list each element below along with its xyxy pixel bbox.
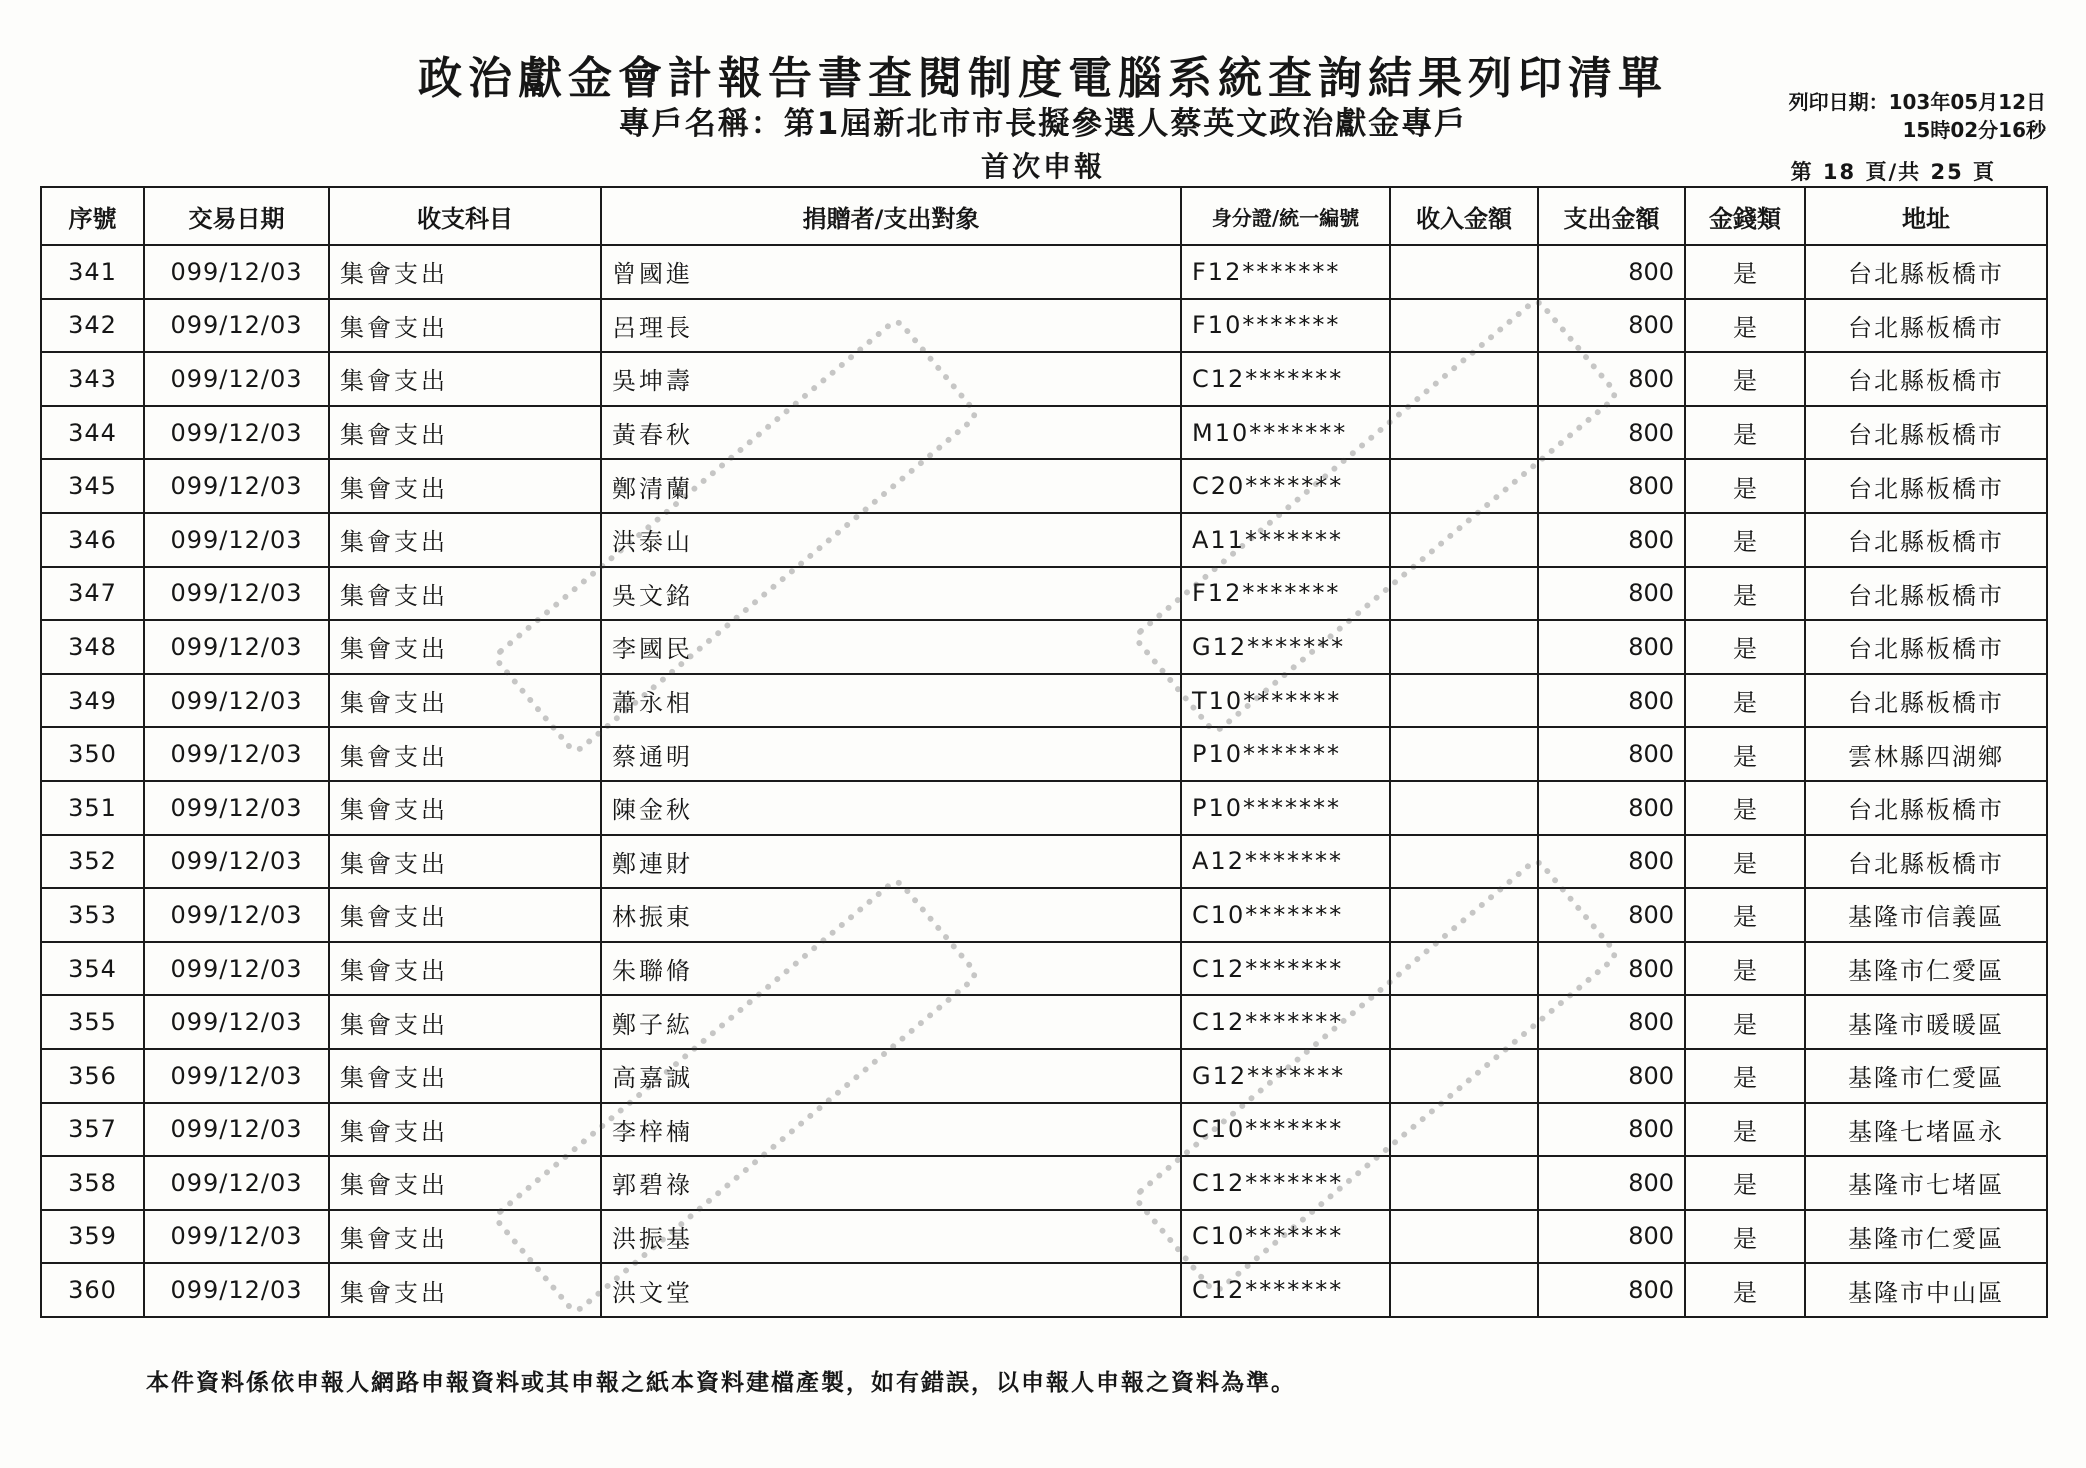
cell-cash: 是 (1685, 1049, 1805, 1103)
cell-cash: 是 (1685, 406, 1805, 460)
cell-cash: 是 (1685, 245, 1805, 299)
cell-name: 吳文銘 (601, 567, 1181, 621)
cell-subject: 集會支出 (329, 888, 601, 942)
cell-address: 基隆市仁愛區 (1805, 942, 2047, 996)
cell-id: F12******* (1181, 567, 1390, 621)
table-row (41, 1210, 2047, 1264)
cell-address: 基隆市中山區 (1805, 1263, 2047, 1317)
col-header-name: 捐贈者/支出對象 (601, 187, 1181, 245)
cell-subject: 集會支出 (329, 942, 601, 996)
page-indicator: 第 18 頁/共 25 頁 (1790, 160, 1996, 184)
cell-income (1390, 299, 1538, 353)
cell-income (1390, 727, 1538, 781)
cell-address: 台北縣板橋市 (1805, 620, 2047, 674)
cell-date: 099/12/03 (144, 1210, 329, 1264)
cell-expense: 800 (1538, 352, 1685, 406)
cell-id: A11******* (1181, 513, 1390, 567)
cell-date: 099/12/03 (144, 567, 329, 621)
cell-id: C12******* (1181, 1156, 1390, 1210)
cell-seq: 358 (41, 1156, 144, 1210)
cell-subject: 集會支出 (329, 567, 601, 621)
col-header-income: 收入金額 (1390, 187, 1538, 245)
cell-income (1390, 1263, 1538, 1317)
cell-income (1390, 245, 1538, 299)
cell-address: 基隆七堵區永 (1805, 1103, 2047, 1157)
cell-address: 台北縣板橋市 (1805, 781, 2047, 835)
cell-seq: 348 (41, 620, 144, 674)
account-name: 專戶名稱：第1屆新北市市長擬參選人蔡英文政治獻金專戶 (618, 106, 1468, 142)
cell-expense: 800 (1538, 459, 1685, 513)
print-timestamp (1789, 88, 2046, 144)
cell-subject: 集會支出 (329, 1263, 601, 1317)
ledger-table (40, 186, 2048, 1318)
cell-income (1390, 567, 1538, 621)
cell-subject: 集會支出 (329, 1156, 601, 1210)
cell-seq: 344 (41, 406, 144, 460)
cell-cash: 是 (1685, 620, 1805, 674)
cell-seq: 356 (41, 1049, 144, 1103)
cell-name: 呂理長 (601, 299, 1181, 353)
cell-cash: 是 (1685, 299, 1805, 353)
cell-id: C10******* (1181, 1103, 1390, 1157)
cell-cash: 是 (1685, 835, 1805, 889)
cell-seq: 353 (41, 888, 144, 942)
footnote: 本件資料係依申報人網路申報資料或其申報之紙本資料建檔產製，如有錯誤，以申報人申報之資料為準。 (146, 1370, 1296, 1396)
table-row (41, 567, 2047, 621)
cell-date: 099/12/03 (144, 299, 329, 353)
cell-expense: 800 (1538, 1049, 1685, 1103)
cell-seq: 341 (41, 245, 144, 299)
cell-cash: 是 (1685, 1103, 1805, 1157)
report-title: 政治獻金會計報告書查閱制度電腦系統查詢結果列印清單 (418, 53, 1668, 104)
cell-seq: 359 (41, 1210, 144, 1264)
cell-id: C12******* (1181, 995, 1390, 1049)
cell-seq: 357 (41, 1103, 144, 1157)
cell-cash: 是 (1685, 567, 1805, 621)
cell-expense: 800 (1538, 781, 1685, 835)
cell-address: 台北縣板橋市 (1805, 674, 2047, 728)
cell-seq: 354 (41, 942, 144, 996)
cell-expense: 800 (1538, 995, 1685, 1049)
cell-date: 099/12/03 (144, 942, 329, 996)
cell-income (1390, 352, 1538, 406)
cell-name: 鄭子紘 (601, 995, 1181, 1049)
cell-cash: 是 (1685, 781, 1805, 835)
cell-cash: 是 (1685, 727, 1805, 781)
cell-income (1390, 995, 1538, 1049)
cell-date: 099/12/03 (144, 674, 329, 728)
cell-cash: 是 (1685, 1263, 1805, 1317)
cell-date: 099/12/03 (144, 995, 329, 1049)
cell-name: 蕭永相 (601, 674, 1181, 728)
cell-income (1390, 620, 1538, 674)
table-row (41, 1156, 2047, 1210)
table-row (41, 781, 2047, 835)
cell-cash: 是 (1685, 888, 1805, 942)
cell-address: 台北縣板橋市 (1805, 513, 2047, 567)
col-header-address: 地址 (1805, 187, 2047, 245)
cell-subject: 集會支出 (329, 674, 601, 728)
cell-seq: 346 (41, 513, 144, 567)
cell-subject: 集會支出 (329, 299, 601, 353)
print-date: 列印日期：103年05月12日 (1788, 90, 2046, 114)
cell-date: 099/12/03 (144, 459, 329, 513)
cell-income (1390, 781, 1538, 835)
cell-address: 台北縣板橋市 (1805, 352, 2047, 406)
table-row (41, 513, 2047, 567)
col-header-id: 身分證/統一編號 (1181, 187, 1390, 245)
cell-address: 台北縣板橋市 (1805, 567, 2047, 621)
cell-id: C12******* (1181, 352, 1390, 406)
cell-address: 台北縣板橋市 (1805, 459, 2047, 513)
table-row (41, 995, 2047, 1049)
cell-expense: 800 (1538, 1156, 1685, 1210)
cell-name: 黃春秋 (601, 406, 1181, 460)
cell-expense: 800 (1538, 620, 1685, 674)
table-row (41, 406, 2047, 460)
col-header-subject: 收支科目 (329, 187, 601, 245)
table-row (41, 888, 2047, 942)
cell-name: 陳金秋 (601, 781, 1181, 835)
cell-id: F12******* (1181, 245, 1390, 299)
cell-cash: 是 (1685, 674, 1805, 728)
cell-name: 洪文堂 (601, 1263, 1181, 1317)
cell-expense: 800 (1538, 1103, 1685, 1157)
cell-id: P10******* (1181, 727, 1390, 781)
table-row (41, 352, 2047, 406)
cell-name: 洪泰山 (601, 513, 1181, 567)
report-type: 首次申報 (980, 150, 1105, 183)
cell-expense: 800 (1538, 1263, 1685, 1317)
cell-id: C10******* (1181, 1210, 1390, 1264)
cell-name: 洪振基 (601, 1210, 1181, 1264)
cell-expense: 800 (1538, 406, 1685, 460)
cell-subject: 集會支出 (329, 406, 601, 460)
cell-expense: 800 (1538, 942, 1685, 996)
cell-date: 099/12/03 (144, 727, 329, 781)
cell-subject: 集會支出 (329, 727, 601, 781)
cell-expense: 800 (1538, 888, 1685, 942)
cell-date: 099/12/03 (144, 245, 329, 299)
cell-address: 台北縣板橋市 (1805, 406, 2047, 460)
cell-id: F10******* (1181, 299, 1390, 353)
table-row (41, 727, 2047, 781)
cell-income (1390, 459, 1538, 513)
cell-address: 基隆市信義區 (1805, 888, 2047, 942)
table-row (41, 459, 2047, 513)
cell-subject: 集會支出 (329, 513, 601, 567)
cell-seq: 352 (41, 835, 144, 889)
cell-id: C10******* (1181, 888, 1390, 942)
cell-id: C12******* (1181, 942, 1390, 996)
cell-date: 099/12/03 (144, 352, 329, 406)
cell-id: C12******* (1181, 1263, 1390, 1317)
cell-subject: 集會支出 (329, 245, 601, 299)
table-row (41, 1263, 2047, 1317)
cell-address: 台北縣板橋市 (1805, 299, 2047, 353)
table-row (41, 245, 2047, 299)
cell-expense: 800 (1538, 245, 1685, 299)
cell-subject: 集會支出 (329, 1103, 601, 1157)
cell-name: 吳坤壽 (601, 352, 1181, 406)
cell-name: 蔡通明 (601, 727, 1181, 781)
cell-date: 099/12/03 (144, 620, 329, 674)
cell-address: 基隆市仁愛區 (1805, 1210, 2047, 1264)
table-row (41, 1049, 2047, 1103)
cell-expense: 800 (1538, 299, 1685, 353)
table-row (41, 620, 2047, 674)
cell-expense: 800 (1538, 835, 1685, 889)
cell-cash: 是 (1685, 1156, 1805, 1210)
cell-subject: 集會支出 (329, 995, 601, 1049)
cell-id: G12******* (1181, 1049, 1390, 1103)
cell-address: 雲林縣四湖鄉 (1805, 727, 2047, 781)
cell-subject: 集會支出 (329, 1210, 601, 1264)
cell-address: 台北縣板橋市 (1805, 245, 2047, 299)
cell-date: 099/12/03 (144, 513, 329, 567)
cell-date: 099/12/03 (144, 835, 329, 889)
cell-name: 鄭連財 (601, 835, 1181, 889)
table-row (41, 1103, 2047, 1157)
cell-id: A12******* (1181, 835, 1390, 889)
cell-id: P10******* (1181, 781, 1390, 835)
col-header-seq: 序號 (41, 187, 144, 245)
cell-id: G12******* (1181, 620, 1390, 674)
cell-seq: 350 (41, 727, 144, 781)
cell-income (1390, 835, 1538, 889)
cell-income (1390, 674, 1538, 728)
cell-subject: 集會支出 (329, 352, 601, 406)
cell-income (1390, 406, 1538, 460)
cell-cash: 是 (1685, 513, 1805, 567)
cell-address: 基隆市暖暖區 (1805, 995, 2047, 1049)
cell-income (1390, 888, 1538, 942)
cell-subject: 集會支出 (329, 459, 601, 513)
cell-address: 台北縣板橋市 (1805, 835, 2047, 889)
cell-subject: 集會支出 (329, 781, 601, 835)
cell-income (1390, 1156, 1538, 1210)
cell-seq: 343 (41, 352, 144, 406)
cell-income (1390, 942, 1538, 996)
cell-seq: 349 (41, 674, 144, 728)
cell-seq: 355 (41, 995, 144, 1049)
cell-name: 郭碧祿 (601, 1156, 1181, 1210)
table-row (41, 674, 2047, 728)
cell-subject: 集會支出 (329, 1049, 601, 1103)
cell-seq: 360 (41, 1263, 144, 1317)
cell-name: 林振東 (601, 888, 1181, 942)
cell-expense: 800 (1538, 727, 1685, 781)
table-row (41, 299, 2047, 353)
cell-id: T10******* (1181, 674, 1390, 728)
cell-expense: 800 (1538, 674, 1685, 728)
col-header-expense: 支出金額 (1538, 187, 1685, 245)
col-header-date: 交易日期 (144, 187, 329, 245)
table-row (41, 942, 2047, 996)
cell-name: 高嘉誠 (601, 1049, 1181, 1103)
cell-subject: 集會支出 (329, 835, 601, 889)
cell-date: 099/12/03 (144, 888, 329, 942)
table-header-row (41, 187, 2047, 245)
cell-seq: 347 (41, 567, 144, 621)
cell-address: 基隆市仁愛區 (1805, 1049, 2047, 1103)
print-time: 15時02分16秒 (1902, 118, 2046, 142)
cell-date: 099/12/03 (144, 1156, 329, 1210)
cell-expense: 800 (1538, 567, 1685, 621)
cell-name: 李梓楠 (601, 1103, 1181, 1157)
cell-cash: 是 (1685, 352, 1805, 406)
cell-seq: 351 (41, 781, 144, 835)
cell-id: C20******* (1181, 459, 1390, 513)
cell-income (1390, 1049, 1538, 1103)
cell-seq: 345 (41, 459, 144, 513)
cell-seq: 342 (41, 299, 144, 353)
table-row (41, 835, 2047, 889)
cell-name: 朱聯脩 (601, 942, 1181, 996)
cell-date: 099/12/03 (144, 781, 329, 835)
cell-income (1390, 1103, 1538, 1157)
cell-date: 099/12/03 (144, 1103, 329, 1157)
cell-subject: 集會支出 (329, 620, 601, 674)
cell-name: 曾國進 (601, 245, 1181, 299)
cell-id: M10******* (1181, 406, 1390, 460)
cell-cash: 是 (1685, 942, 1805, 996)
cell-cash: 是 (1685, 459, 1805, 513)
cell-cash: 是 (1685, 1210, 1805, 1264)
cell-date: 099/12/03 (144, 1263, 329, 1317)
cell-name: 鄭清蘭 (601, 459, 1181, 513)
cell-expense: 800 (1538, 513, 1685, 567)
cell-expense: 800 (1538, 1210, 1685, 1264)
cell-date: 099/12/03 (144, 406, 329, 460)
cell-date: 099/12/03 (144, 1049, 329, 1103)
cell-name: 李國民 (601, 620, 1181, 674)
cell-income (1390, 1210, 1538, 1264)
cell-address: 基隆市七堵區 (1805, 1156, 2047, 1210)
ledger-body (41, 245, 2047, 1317)
col-header-cash: 金錢類 (1685, 187, 1805, 245)
cell-cash: 是 (1685, 995, 1805, 1049)
cell-income (1390, 513, 1538, 567)
